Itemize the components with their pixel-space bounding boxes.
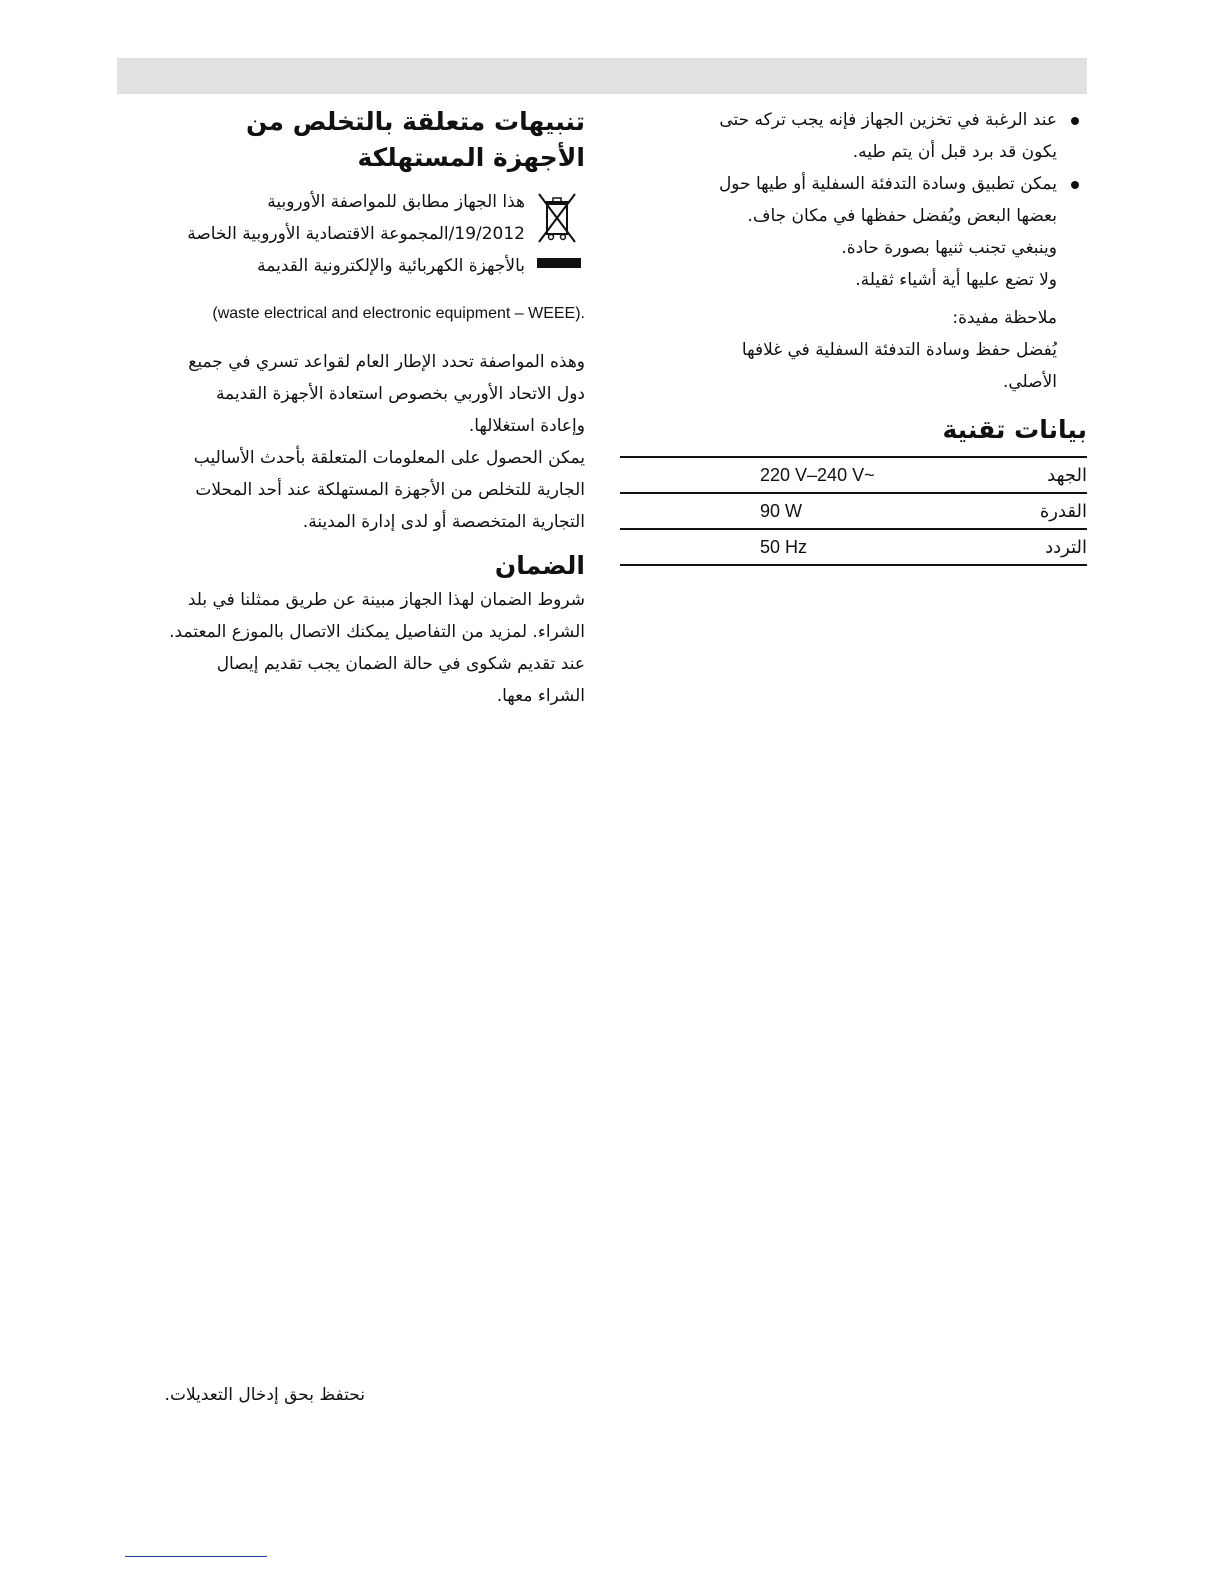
warranty-line: عند تقديم شكوى في حالة الضمان يجب تقديم إيصال [216,654,585,674]
footer-note: نحتفظ بحق إدخال التعديلات. [164,1385,365,1405]
warranty-line: الشراء. لمزيد من التفاصيل يمكنك الاتصال بالموزع المعتمد. [169,622,585,642]
header-bar [117,58,1087,94]
weee-black-bar [537,258,581,268]
warranty-line: شروط الضمان لهذا الجهاز مبينة عن طريق ممثلنا في بلد [187,590,585,610]
bullet-line: بعضها البعض ويُفضل حفظها في مكان جاف. [747,206,1057,226]
bullet-line: وينبغي تجنب ثنيها بصورة حادة. [841,238,1057,258]
bullet-item [620,104,1087,168]
disposal-title: تنبيهات متعلقة بالتخلص من [246,107,585,136]
warranty-title: الضمان [494,551,585,580]
bullet-line: ولا تضع عليها أية أشياء ثقيلة. [855,270,1057,290]
tech-label: الجهد [887,457,1087,493]
weee-line: 19/2012/المجموعة الاقتصادية الأوروبية الخاصة [187,224,525,244]
tech-value: 220 V–240 V~ [620,457,887,493]
note-line: الأصلي. [1002,372,1057,392]
disposal-title: الأجهزة المستهلكة [357,143,585,172]
weee-para-line: وهذه المواصفة تحدد الإطار العام لقواعد تسري في جميع [188,352,585,372]
warranty-line: الشراء معها. [496,686,585,706]
tech-label: القدرة [887,493,1087,529]
tech-value: 90 W [620,493,887,529]
table-row [620,529,1087,565]
tech-data-table [620,456,1087,566]
weee-line: هذا الجهاز مطابق للمواصفة الأوروبية [267,192,525,212]
bullet-line: يمكن تطبيق وسادة التدفئة السفلية أو طيها حول [718,174,1057,194]
tech-label: التردد [887,529,1087,565]
right-column [620,104,1087,566]
crossed-bin-icon [535,190,579,246]
bullet-dot-icon [1071,117,1079,125]
tech-value: 50 Hz [620,529,887,565]
weee-para-line: دول الاتحاد الأوربي بخصوص استعادة الأجهزة القديمة [215,384,585,404]
info-para-line: يمكن الحصول على المعلومات المتعلقة بأحدث الأساليب [193,448,585,468]
tech-data-title: بيانات تقنية [942,415,1087,444]
left-column [117,104,585,712]
note-label: ملاحظة مفيدة: [952,308,1057,328]
weee-line: بالأجهزة الكهربائية والإلكترونية القديمة [257,256,525,276]
bullet-line: يكون قد برد قبل أن يتم طيه. [852,142,1057,162]
bullet-item [620,168,1087,296]
info-para-line: الجارية للتخلص من الأجهزة المستهلكة عند أحد المحلات [195,480,585,500]
bullet-dot-icon [1071,181,1079,189]
table-row [620,493,1087,529]
bullet-line: عند الرغبة في تخزين الجهاز فإنه يجب تركه حتى [719,110,1057,130]
table-row [620,457,1087,493]
storage-bullets [620,104,1087,296]
weee-block [117,186,585,282]
note-line: يُفضل حفظ وسادة التدفئة السفلية في غلافها [741,340,1057,360]
bottom-divider [125,1556,267,1557]
weee-english: (waste electrical and electronic equipment – WEEE). [212,305,585,322]
info-para-line: التجارية المتخصصة أو لدى إدارة المدينة. [302,512,585,532]
weee-para-line: وإعادة استغلالها. [468,416,585,436]
